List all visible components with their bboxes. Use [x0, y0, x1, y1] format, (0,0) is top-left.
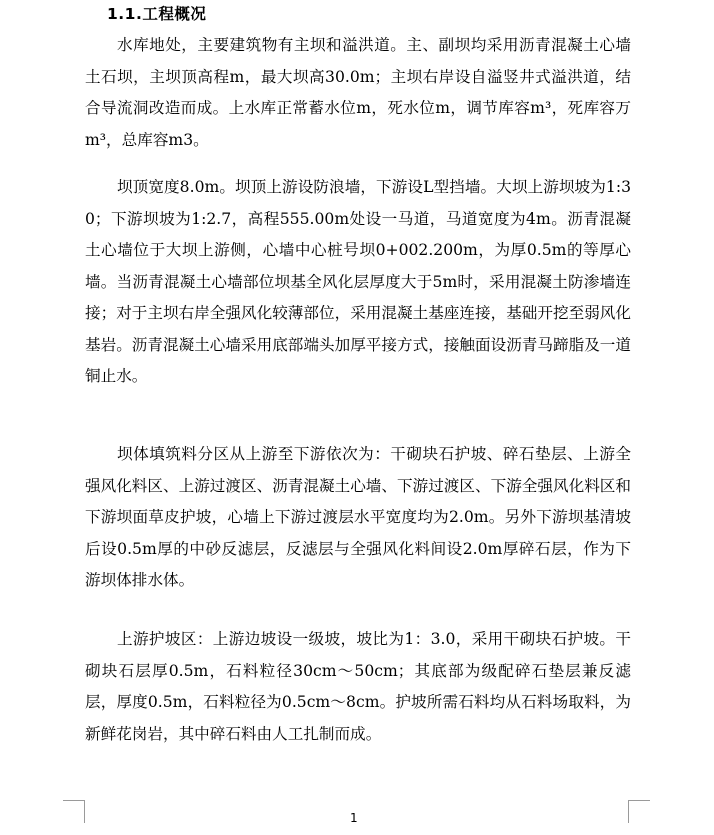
- crop-mark-left: [63, 800, 85, 823]
- page-number: 1: [350, 811, 358, 825]
- section-heading: 1.1.工程概况: [107, 5, 207, 23]
- paragraph-overview: 水库地处，主要建筑物有主坝和溢洪道。主、副坝均采用沥青混凝土心墙土石坝，主坝顶高程m，最大坝高30.0m；主坝右岸设自溢竖井式溢洪道，结合导流洞改造而成。上水库正常蓄水位m，死水位m，调节库容m³，死库容万m³，总库容m3。: [85, 36, 631, 149]
- paragraph-upstream-slope-protection: 上游护坡区：上游边坡设一级坡，坡比为1：3.0，采用干砌块石护坡。干砌块石层厚0.5m，石料粒径30cm～50cm；其底部为级配碎石垫层兼反滤层，厚度0.5m，石料粒径为0.5cm～8cm。护坡所需石料均从石料场取料，为新鲜花岗岩，其中碎石料由人工扎制而成。: [85, 630, 631, 743]
- paragraph-dam-crest: 坝顶宽度8.0m。坝顶上游设防浪墙，下游设L型挡墙。大坝上游坝坡为1:30；下游坝坡为1:2.7，高程555.00m处设一马道，马道宽度为4m。沥青混凝土心墙位于大坝上游侧，心墙中心桩号坝0+002.200m，为厚0.5m的等厚心墙。当沥青混凝土心墙部位坝基全风化层厚度大于5m时，采用混凝土防渗墙连接；对于主坝右岸全强风化较薄部位，采用混凝土基座连接，基础开挖至弱风化基岩。沥青混凝土心墙采用底部端头加厚平接方式，接触面设沥青马蹄脂及一道铜止水。: [85, 178, 631, 385]
- crop-mark-right: [628, 800, 650, 823]
- paragraph-fill-zoning: 坝体填筑料分区从上游至下游依次为：干砌块石护坡、碎石垫层、上游全强风化料区、上游过渡区、沥青混凝土心墙、下游过渡区、下游全强风化料区和下游坝面草皮护坡，心墙上下游过渡层水平宽度均为2.0m。另外下游坝基清坡后设0.5m厚的中砂反滤层，反滤层与全强风化料间设2.0m厚碎石层，作为下游坝体排水体。: [85, 445, 631, 589]
